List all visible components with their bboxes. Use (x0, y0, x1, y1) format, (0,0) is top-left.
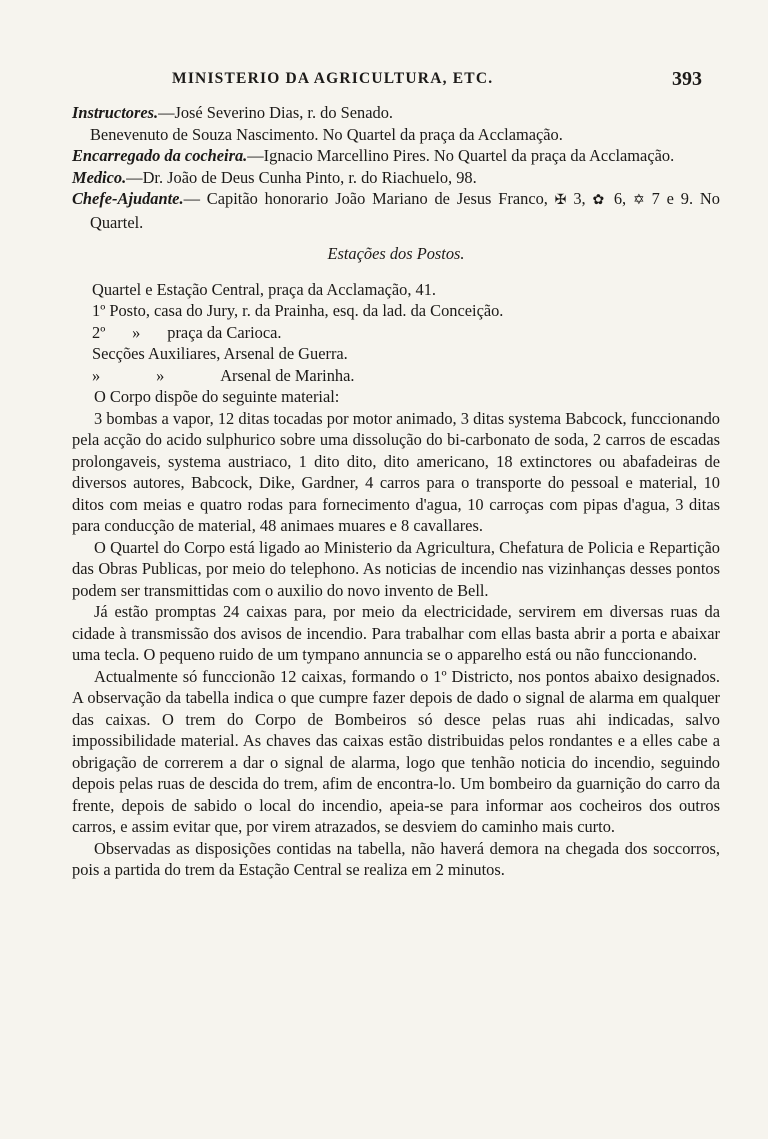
page-number: 393 (672, 68, 702, 90)
staff-entry-instructor-2 (72, 124, 720, 146)
staff-entry-cocheira (72, 145, 720, 167)
star-symbol-icon: ✡ (633, 192, 645, 208)
staff-text: —José Severino Dias, r. do Senado. (158, 103, 393, 122)
decoration-number: 6, (613, 189, 627, 208)
staff-entry-chefe-ajudante (72, 188, 720, 233)
station-1: 1º Posto, casa do Jury, r. da Prainha, esq. da lad. da Conceição. (92, 301, 504, 320)
station-auxiliar-guerra: Secções Auxiliares, Arsenal de Guerra. (92, 344, 348, 363)
staff-text: — Capitão honorario João Mariano de Jesus Franco, (183, 189, 548, 208)
station-2 (72, 322, 720, 344)
ditto-mark: » (132, 322, 141, 342)
paragraph-material-intro: O Corpo dispõe do seguinte material: (94, 387, 340, 406)
staff-label: Chefe-Ajudante. (72, 189, 184, 208)
section-title: Estações dos Postos. (327, 244, 465, 263)
station-place: Arsenal de Marinha. (220, 365, 355, 385)
station-central: Quartel e Estação Central, praça da Acclamação, 41. (92, 279, 437, 299)
running-title: MINISTERIO DA AGRICULTURA, ETC. (172, 70, 494, 87)
paragraph-material: 3 bombas a vapor, 12 ditas tocadas por motor animado, 3 ditas systema Babcock, funccionando pela acção do acido sulphurico sobre uma dissolução do bi-carbonato de soda, 2 carros de escadas prolongaveis, systema austriaco, 1 dito dito, dito americano, 18 extinctores ou abafadeiras de diversos autores, Babcock, Dike, Gardner, 4 carros para o transporte do pessoal e material, 10 ditos com meias e quatro rodas para fornecimento d'agua, 10 carroças com pipas d'agua, 3 ditas para conducção de material, 48 animaes muares e 8 cavallares. (72, 408, 720, 535)
station-number: 2º (92, 322, 106, 342)
staff-label: Medico. (72, 167, 127, 187)
staff-text: —Dr. João de Deus Cunha Pinto, r. do Riachuelo, 98. (126, 167, 477, 187)
staff-entry-medico (72, 167, 720, 189)
rose-symbol-icon: ✿ (592, 192, 607, 208)
paragraph-functioning: Actualmente só funccionão 12 caixas, formando o 1º Districto, nos pontos abaixo designados. A observação da tabella indica o que cumpre fazer depois de dado o signal de alarma em qualquer das caixas. O trem do Corpo de Bombeiros só desce pelas ruas ahi indicadas, salvo impossibilidade material. As chaves das caixas estão distribuidas pelos rondantes e a elles cabe a obrigação de correrem a dar o signal de alarma, logo que tenhão noticia do incendio, seguindo depois pelas ruas de descida do trem, afim de encontra-lo. Um bombeiro da guarnição do carro da frente, depois de sabido o local do incendio, apeia-se para informar aos cocheiros dos outros carros, e assim evitar que, por virem atrazados, se desviem do caminho mais curto. (72, 666, 720, 836)
page-header (0, 70, 768, 96)
page-body (72, 102, 720, 881)
cross-symbol-icon: ✠ (554, 192, 567, 208)
staff-label: Instructores. (72, 103, 159, 122)
ditto-mark: » (92, 365, 101, 385)
station-auxiliar-marinha (72, 365, 720, 387)
staff-label: Encarregado da cocheira. (72, 146, 248, 165)
staff-text: —Ignacio Marcellino Pires. No Quartel da praça da Acclamação. (247, 146, 675, 165)
decoration-number: 3, (573, 189, 586, 208)
paragraph-telephone: O Quartel do Corpo está ligado ao Ministerio da Agricultura, Chefatura de Policia e Repartição das Obras Publicas, por meio do telephono. As noticias de incendio nas vizinhanças desses pontos podem ser transmittidas com o auxilio do novo invento de Bell. (72, 537, 720, 600)
ditto-mark: » (156, 365, 165, 385)
staff-entry-instructores (72, 102, 720, 124)
staff-text: Benevenuto de Souza Nascimento. No Quartel da praça da Acclamação. (90, 124, 563, 144)
paragraph-alarm-boxes: Já estão promptas 24 caixas para, por meio da electricidade, servirem em diversas ruas da cidade à transmissão dos avisos de incendio. Para trabalhar com ellas basta abrir a porta e abaixar uma tecla. O pequeno ruido de um tympano annuncia se o apparelho está ou não funccionando. (72, 602, 720, 664)
paragraph-closing: Observadas as disposições contidas na tabella, não haverá demora na chegada dos soccorros, pois a partida do trem da Estação Central se realiza em 2 minutos. (72, 838, 720, 879)
station-place: praça da Carioca. (167, 322, 282, 342)
decoration-rest: 7 e 9. No Quartel. (90, 189, 720, 232)
